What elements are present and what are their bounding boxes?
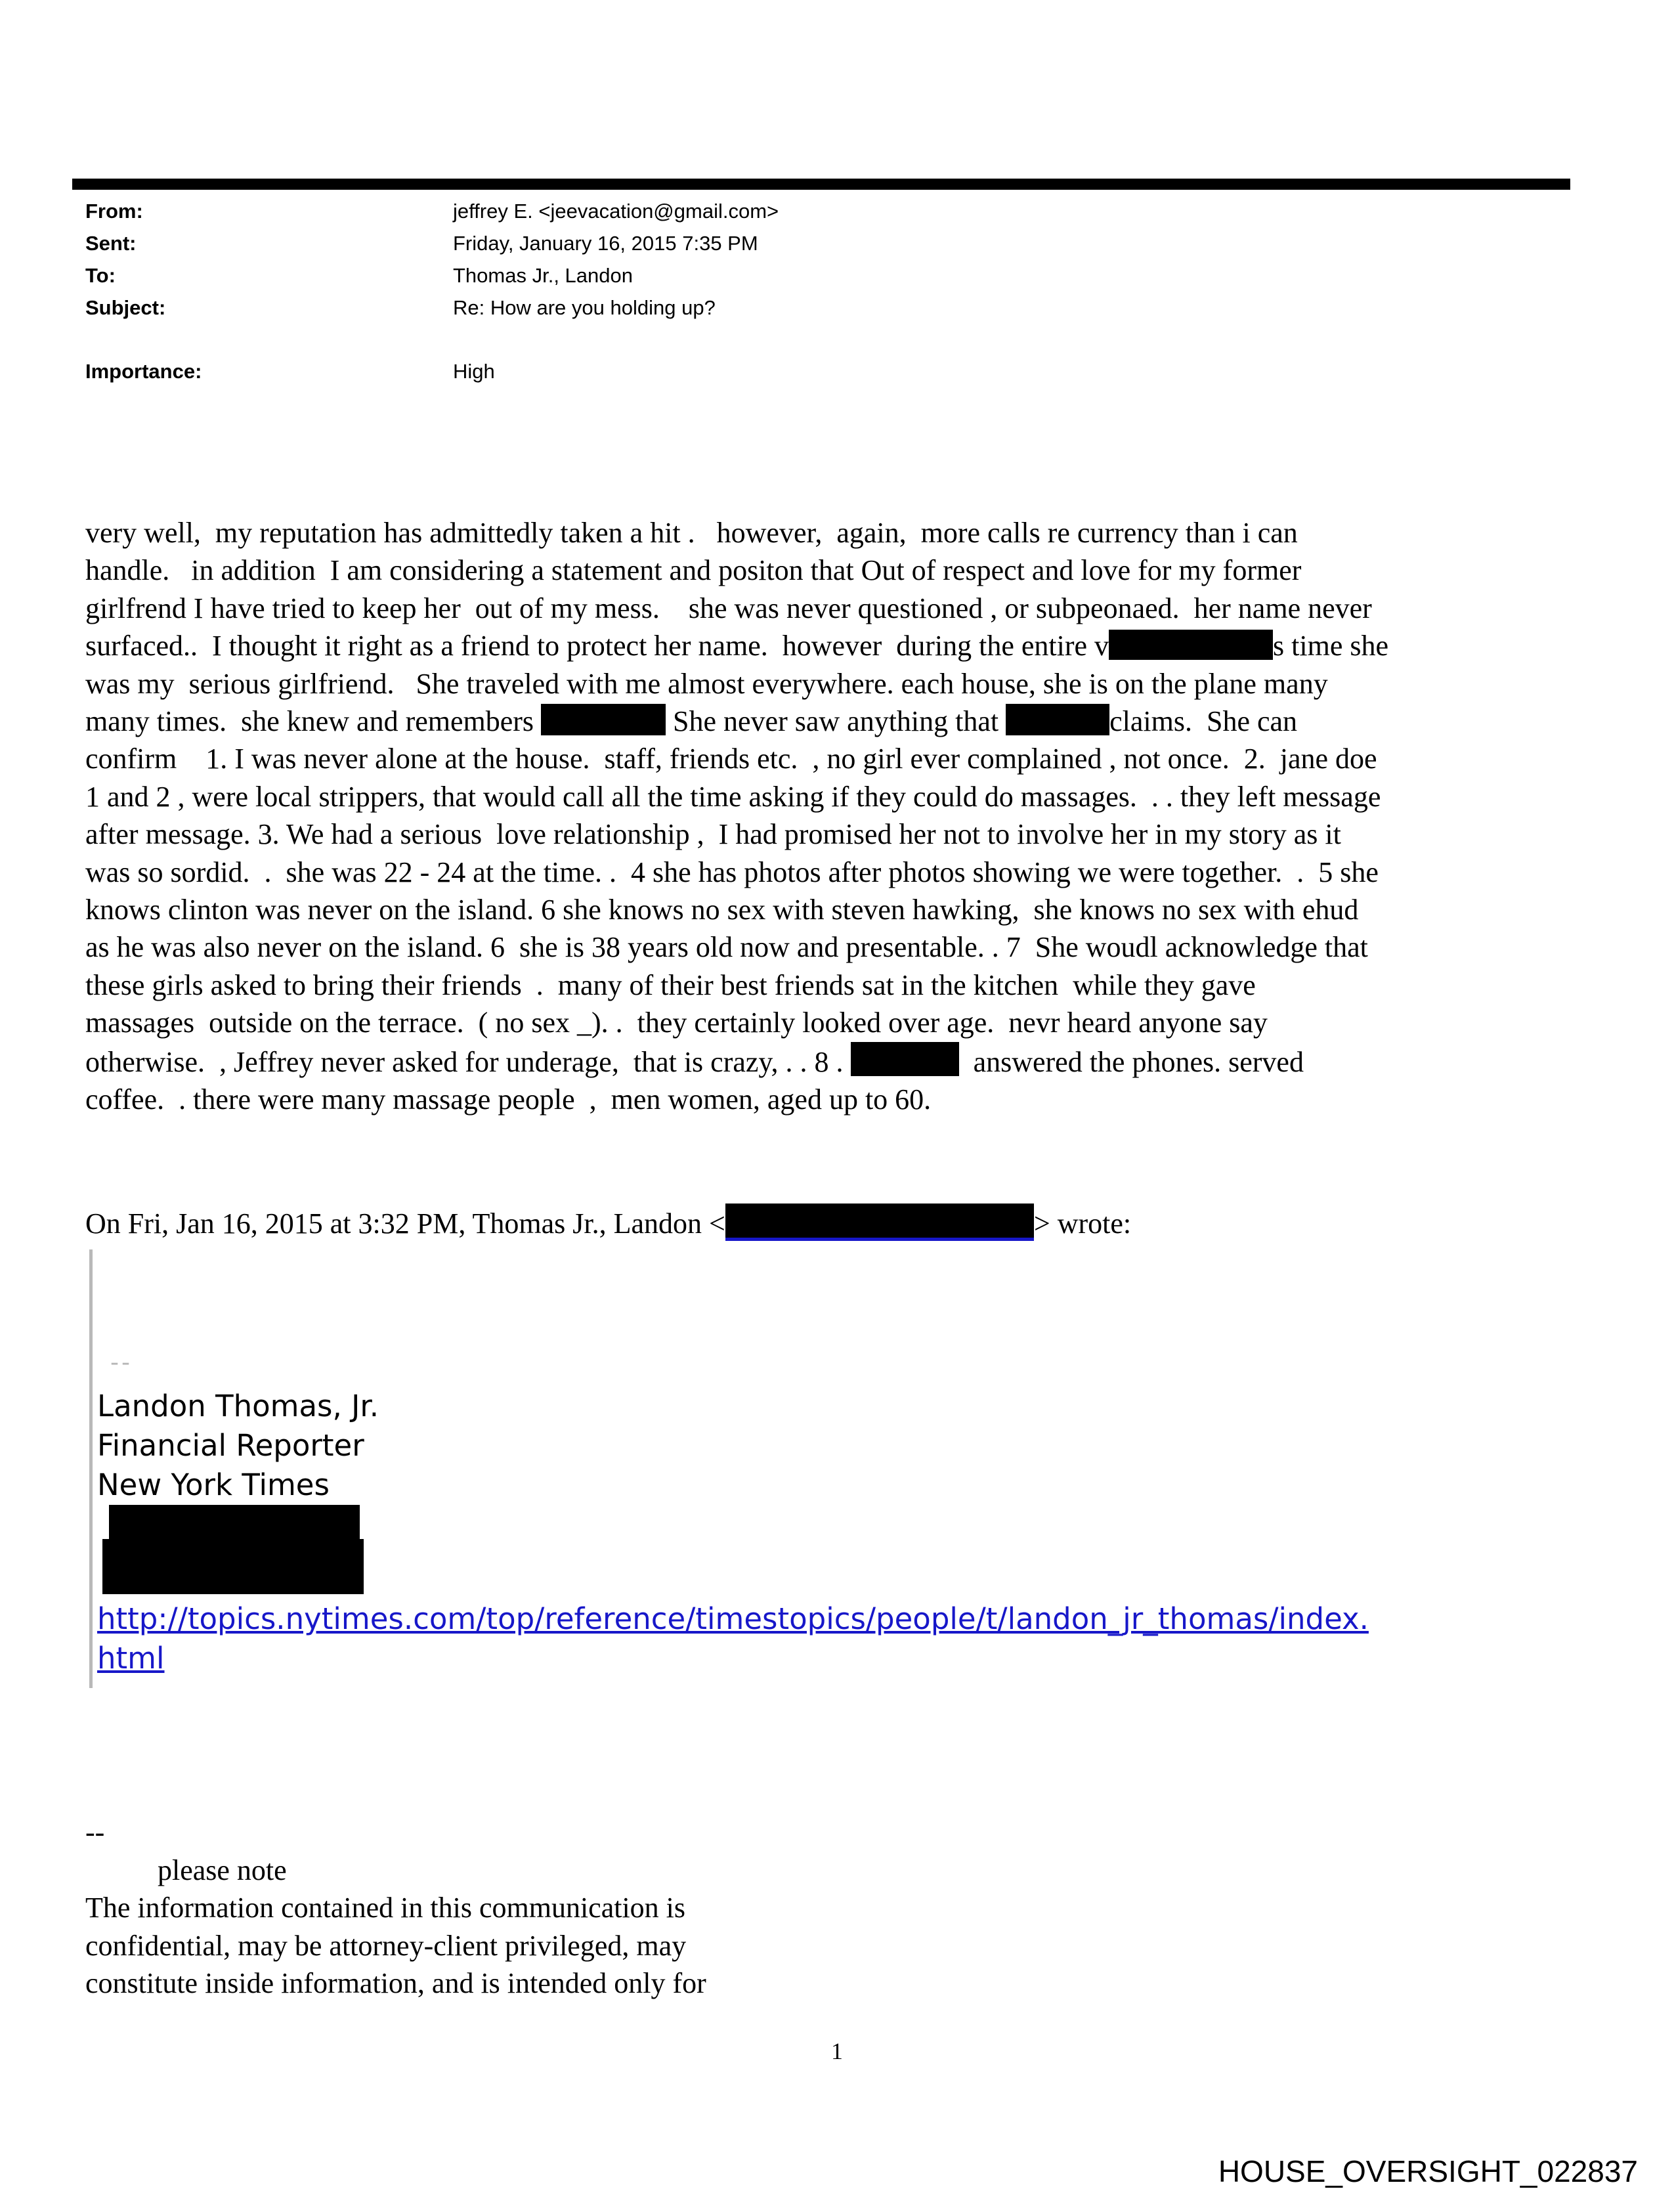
text-line: massages outside on the terrace. ( no sex _). . they certainly looked over age. nevr heard anyone say [85, 1007, 1268, 1039]
signature-title: Financial Reporter [97, 1428, 364, 1463]
text-line: knows clinton was never on the island. 6 she knows no sex with steven hawking, she knows no sex with ehud [85, 894, 1359, 926]
sent-label: Sent: [85, 232, 137, 255]
text-line: please note [85, 1854, 287, 1886]
from-label: From: [85, 200, 143, 223]
signature-name: Landon Thomas, Jr. [97, 1389, 379, 1423]
text-line: these girls asked to bring their friends . many of their best friends sat in the kitchen while they gave [85, 968, 1256, 1001]
importance-value: High [453, 360, 495, 383]
redaction-box [851, 1042, 959, 1076]
text-line: otherwise. , Jeffrey never asked for underage, that is crazy, . . 8 . answered the phones. served [85, 1042, 1388, 1081]
to-value: Thomas Jr., Landon [453, 264, 633, 287]
header-row-subject [85, 292, 779, 324]
to-label: To: [85, 264, 116, 287]
text-line: handle. in addition I am considering a statement and positon that Out of respect and love for my former [85, 554, 1302, 587]
signature-redactions [97, 1505, 1369, 1594]
page-number: 1 [831, 2038, 843, 2064]
confidentiality-disclaimer [85, 1813, 706, 2003]
text-line: surfaced.. I thought it right as a friend to protect her name. however during the entire v s time she [85, 630, 1389, 662]
quote-border-line [89, 1249, 93, 1688]
header-row-from [85, 195, 779, 227]
importance-label: Importance: [85, 360, 202, 383]
email-body-text [85, 514, 1388, 1119]
text-line [97, 1539, 1369, 1594]
link-line-1[interactable]: http://topics.nytimes.com/top/reference/timestopics/people/t/landon_jr_thomas/index. [97, 1601, 1369, 1636]
redaction-box [1109, 630, 1273, 660]
redaction-box [1006, 704, 1109, 735]
text-line: girlfrend I have tried to keep her out of my mess. she was never questioned , or subpeonaed. her name never [85, 592, 1372, 624]
subject-value: Re: How are you holding up? [453, 296, 716, 319]
quote-attribution-line [85, 1204, 1131, 1242]
text-line: -- [85, 1816, 105, 1848]
email-header [85, 195, 779, 324]
text-line: many times. she knew and remembers She never saw anything that claims. She can [85, 705, 1298, 738]
text-line: after message. 3. We had a serious love relationship , I had promised her not to involve her in my story as it [85, 818, 1341, 851]
text-line: On Fri, Jan 16, 2015 at 3:32 PM, Thomas Jr., Landon < > wrote: [85, 1204, 1131, 1242]
header-row-importance [85, 355, 495, 387]
text-line: 1 and 2 , were local strippers, that would call all the time asking if they could do massages. . . they left message [85, 780, 1381, 813]
header-row-sent [85, 227, 779, 259]
link-line-2[interactable]: html [97, 1641, 165, 1676]
text-line: was my serious girlfriend. She traveled with me almost everywhere. each house, she is on the plane many [85, 667, 1328, 700]
text-line [97, 1505, 1369, 1539]
bates-number: HOUSE_OVERSIGHT_022837 [1218, 2154, 1638, 2188]
text-line: confirm 1. I was never alone at the house. staff, friends etc. , no girl ever complained , not once. 2. jane doe [85, 743, 1377, 775]
text-line: constitute inside information, and is intended only for [85, 1967, 706, 1999]
signature-block [97, 1350, 1369, 1678]
signature-separator-dashes: -- [110, 1349, 133, 1376]
text-line: confidential, may be attorney-client privileged, may [85, 1929, 687, 1962]
text-line: coffee. . there were many massage people , men women, aged up to 60. [85, 1083, 932, 1116]
header-divider-rule [72, 179, 1570, 190]
text-line: The information contained in this communication is [85, 1892, 686, 1924]
from-value: jeffrey E. <jeevacation@gmail.com> [453, 200, 779, 223]
redaction-box [102, 1539, 364, 1594]
text-line: very well, my reputation has admittedly taken a hit . however, again, more calls re currency than i can [85, 517, 1298, 549]
redaction-box [541, 704, 666, 735]
header-row-to [85, 259, 779, 292]
sent-value: Friday, January 16, 2015 7:35 PM [453, 232, 758, 255]
redaction-box [109, 1505, 360, 1539]
text-line: as he was also never on the island. 6 she is 38 years old now and presentable. . 7 She woudl acknowledge that [85, 931, 1368, 964]
signature-org: New York Times [97, 1467, 330, 1502]
redaction-box [725, 1204, 1034, 1241]
subject-label: Subject: [85, 296, 166, 319]
nytimes-profile-link[interactable] [97, 1599, 1369, 1678]
text-line: was so sordid. . she was 22 - 24 at the time. . 4 she has photos after photos showing we were together. . 5 she [85, 856, 1379, 888]
